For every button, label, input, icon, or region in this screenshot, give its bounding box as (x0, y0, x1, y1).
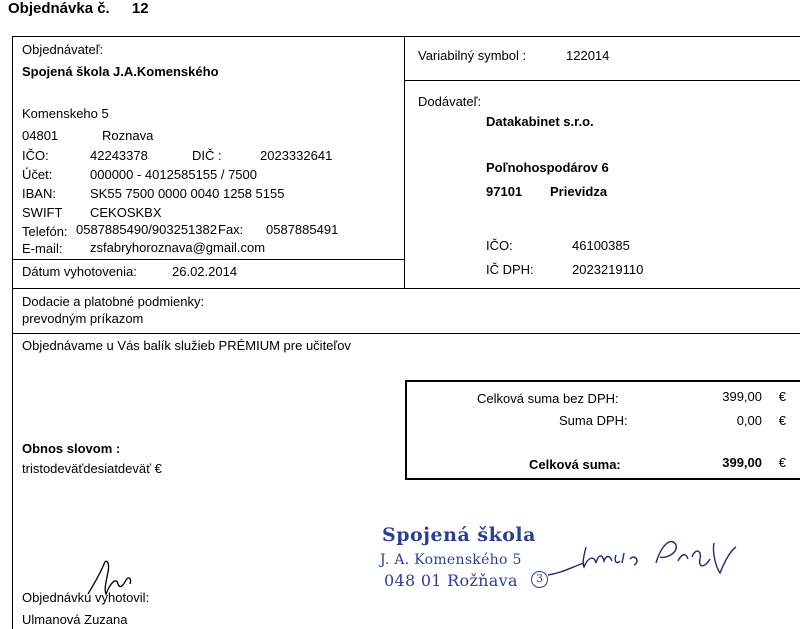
issue-date: 26.02.2014 (172, 264, 238, 279)
stamp-line-1: Spojená škola (382, 524, 536, 546)
stamp-line-2: J. A. Komenského 5 (380, 552, 522, 568)
currency-symbol: € (778, 455, 786, 470)
orderer-street: Komenskeho 5 (22, 106, 109, 121)
orderer-name: Spojená škola J.A.Komenského (22, 64, 219, 79)
order-number: 12 (131, 0, 149, 17)
director-signature (544, 533, 744, 583)
totals-box (405, 380, 800, 480)
grand-total-label: Celková suma: (529, 457, 621, 472)
issuer-name: Ulmanová Zuzana (22, 612, 128, 627)
orderer-account-label: Účet: (22, 167, 53, 182)
orderer-label: Objednávateľ: (22, 42, 104, 57)
orderer-dic: 2023332641 (260, 148, 333, 163)
supplier-street: Poľnohospodárov 6 (486, 160, 609, 175)
orderer-zip: 04801 (22, 128, 59, 143)
orderer-fax-label: Fax: (218, 222, 244, 237)
supplier-city: Prievidza (550, 184, 608, 199)
supplier-ico-label: IČO: (486, 238, 513, 253)
orderer-account: 000000 - 4012585155 / 7500 (90, 167, 257, 182)
orderer-fax: 0587885491 (266, 222, 339, 237)
issuer-label: Objednávku vyhotovil: (22, 590, 150, 605)
orderer-phone-label: Telefón: (22, 224, 68, 239)
currency-symbol: € (778, 413, 786, 428)
orderer-email-label: E-mail: (22, 241, 63, 256)
variable-symbol-value: 122014 (566, 48, 610, 63)
order-text: Objednávame u Vás balík služieb PRÉMIUM pre učiteľov (22, 338, 351, 353)
page-title: Objednávka č. 12 (8, 0, 149, 17)
supplier-name: Datakabinet s.r.o. (486, 114, 594, 129)
words-value: tristodeväťdesiatdeväť € (22, 461, 162, 476)
orderer-ico: 42243378 (90, 148, 148, 163)
stamp-line-3: 048 01 Rožňava (384, 571, 518, 590)
net-total-label: Celková suma bez DPH: (477, 391, 619, 406)
supplier-ico: 46100385 (572, 238, 630, 253)
stamp-number: 3 (531, 571, 548, 588)
terms-label: Dodacie a platobné podmienky: (22, 294, 205, 309)
supplier-icdph-label: IČ DPH: (486, 262, 534, 277)
issue-date-label: Dátum vyhotovenia: (22, 264, 137, 279)
orderer-phone: 0587885490/903251382 (76, 222, 217, 237)
orderer-iban: SK55 7500 0000 0040 1258 5155 (90, 186, 285, 201)
orderer-swift-label: SWIFT (22, 205, 63, 220)
orderer-dic-label: DIČ : (192, 148, 222, 163)
orderer-city: Roznava (102, 128, 154, 143)
vat-label: Suma DPH: (559, 413, 628, 428)
currency-symbol: € (778, 389, 786, 404)
orderer-ico-label: IČO: (22, 148, 49, 163)
grand-total-value: 399,00 (722, 455, 762, 470)
vat-value: 0,00 (736, 413, 762, 428)
words-label: Obnos slovom : (22, 441, 121, 456)
orderer-email: zsfabryhoroznava@gmail.com (90, 240, 266, 255)
orderer-swift: CEKOSKBX (90, 205, 162, 220)
supplier-icdph: 2023219110 (572, 262, 644, 277)
orderer-iban-label: IBAN: (22, 186, 56, 201)
supplier-label: Dodávateľ: (418, 94, 482, 109)
terms-value: prevodným príkazom (22, 311, 144, 326)
net-total-value: 399,00 (722, 389, 762, 404)
supplier-zip: 97101 (486, 184, 523, 199)
variable-symbol-label: Variabilný symbol : (418, 48, 527, 63)
